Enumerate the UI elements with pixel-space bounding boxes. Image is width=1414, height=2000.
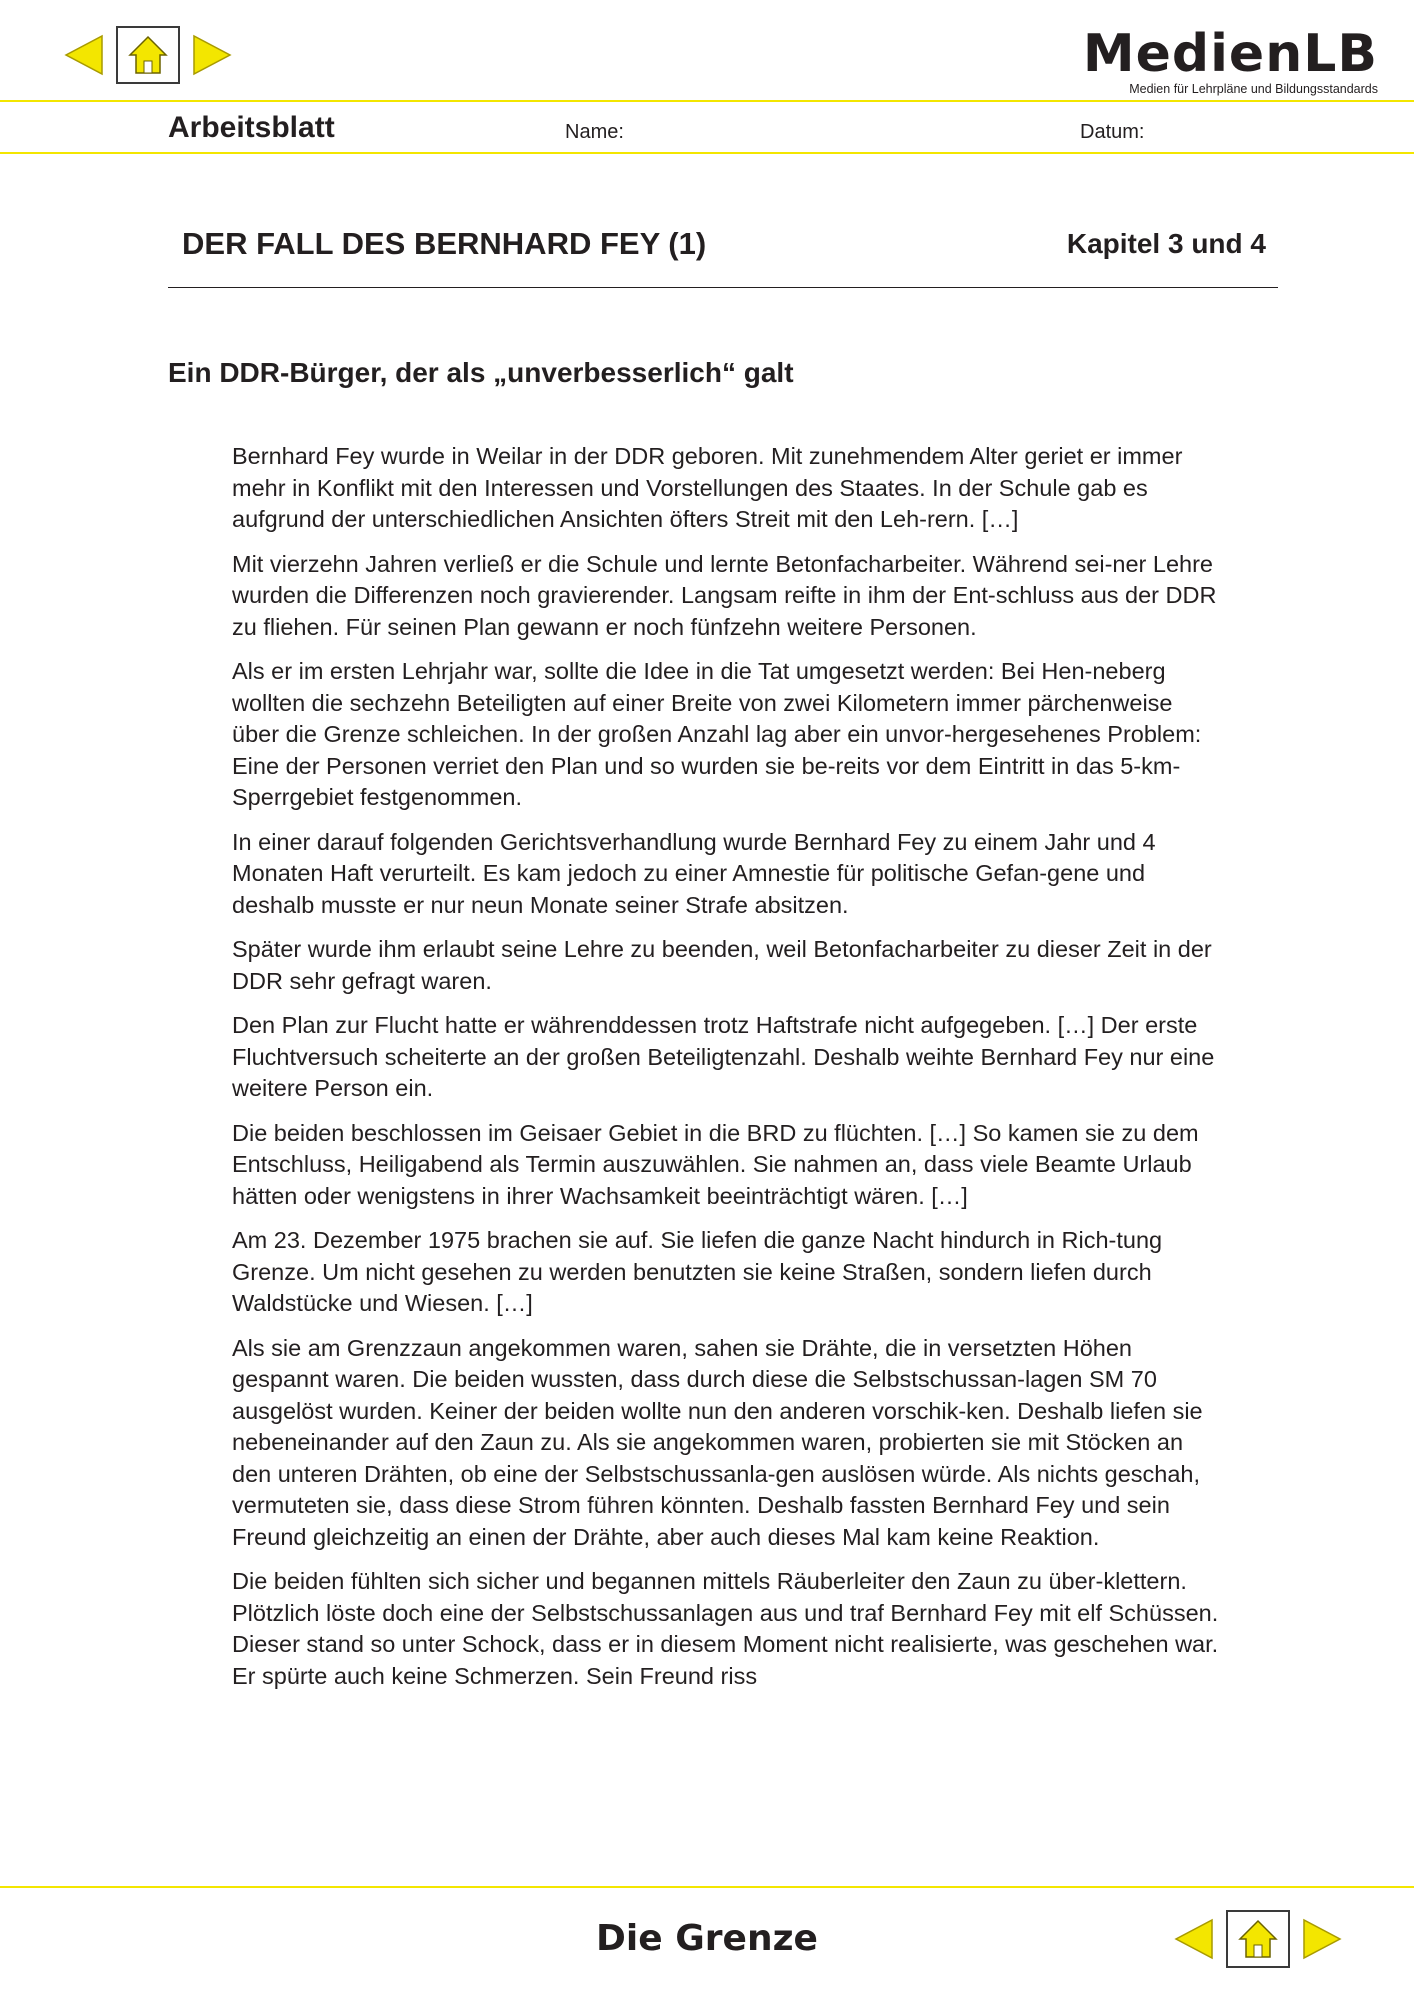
paragraph: Den Plan zur Flucht hatte er währenddessen trotz Haftstrafe nicht aufgegeben. […] Der erste Fluchtversuch scheiterte an der großen Beteiligtenzahl. Deshalb weihte Bernhard Fey nur eine weitere Person ein. [232,1012,1215,1101]
name-field-label: Name: [565,121,624,143]
brand-subtitle: Medien für Lehrpläne und Bildungsstandards [1129,82,1378,96]
brand-logo [1082,24,1378,96]
worksheet-label: Arbeitsblatt [168,111,335,144]
brand-title: MedienLB [1082,24,1378,84]
home-button[interactable] [116,26,180,84]
paragraph: Die beiden beschlossen im Geisaer Gebiet in die BRD zu flüchten. […] So kamen sie zu dem Entschluss, Heiligabend als Termin auszuwählen. Sie nahmen an, dass viele Beamte Urlaub hätten oder wenigstens in ihrer Wachsamkeit beeinträchtigt wären. […] [232,1119,1199,1209]
chapter-label: Kapitel 3 und 4 [1066,228,1266,259]
paragraph: Am 23. Dezember 1975 brachen sie auf. Sie liefen die ganze Nacht hindurch in Rich-tung Grenze. Um nicht gesehen zu werden benutzten sie keine Straßen, sondern liefen durch Waldstücke und Wiesen. […] [232,1227,1163,1316]
paragraph: Die beiden fühlten sich sicher und begannen mittels Räuberleiter den Zaun zu über-klettern. Plötzlich löste doch eine der Selbstschussanlagen aus und traf Bernhard Fey mit elf Schüssen. Dieser stand so unter Schock, dass er in diesem Moment nicht realisierte, was geschehen war. Er spürte auch keine Schmerzen. Sein Freund riss [232,1568,1219,1689]
paragraph: Als sie am Grenzzaun angekommen waren, sahen sie Drähte, die in versetzten Höhen gespannt waren. Die beiden wussten, dass durch diese die Selbstschussan-lagen SM 70 ausgelöst wurden. Keiner der beiden wollte nun den anderen vorschik-ken. Deshalb liefen sie nebeneinander auf den Zaun zu. Als sie angekommen waren, probierten sie mit Stöcken an den unteren Drähten, ob eine der Selbstschussanla-gen auslösen würde. Als nichts geschah, vermuteten sie, dass diese Strom führen könnten. Deshalb fassten Bernhard Fey und sein Freund gleichzeitig an einen der Drähte, aber auch dieses Mal kam keine Reaktion. [232,1334,1203,1550]
home-icon [1236,1917,1280,1961]
bottom-navigation [1172,1910,1344,1968]
document-title: DER FALL DES BERNHARD FEY (1) [182,226,707,261]
footer-divider [0,1886,1414,1888]
paragraph: Als er im ersten Lehrjahr war, sollte die Idee in die Tat umgesetzt werden: Bei Hen-neberg wollten die sechzehn Beteiligten auf einer Breite von zwei Kilometern immer pärchenweise über die Grenze schleichen. In der großen Anzahl lag aber ein unvor-hergesehenes Problem: Eine der Personen verriet den Plan und so wurden sie be-reits vor dem Eintritt in das 5-km-Sperrgebiet festgenommen. [232,658,1202,810]
section-heading: Ein DDR-Bürger, der als „unverbesserlich“ galt [168,357,794,388]
home-icon [126,33,170,77]
paragraph: Später wurde ihm erlaubt seine Lehre zu beenden, weil Betonfacharbeiter zu dieser Zeit in der DDR sehr gefragt waren. [232,936,1212,994]
home-button[interactable] [1226,1910,1290,1968]
paragraph: Mit vierzehn Jahren verließ er die Schule und lernte Betonfacharbeiter. Während sei-ner Lehre wurden die Differenzen noch gravierender. Langsam reifte in ihm der Ent-schluss aus der DDR zu fliehen. Für seinen Plan gewann er noch fünfzehn weitere Personen. [232,550,1217,640]
arrow-left-icon[interactable] [62,32,106,78]
arrow-right-icon[interactable] [1300,1916,1344,1962]
paragraph: In einer darauf folgenden Gerichtsverhandlung wurde Bernhard Fey zu einem Jahr und 4 Monaten Haft verurteilt. Es kam jedoch zu einer Amnestie für politische Gefan-gene und deshalb musste er nur neun Monate seiner Strafe absitzen. [232,828,1156,918]
paragraph: Bernhard Fey wurde in Weilar in der DDR geboren. Mit zunehmendem Alter geriet er immer mehr in Konflikt mit den Interessen und Vorstellungen des Staates. In der Schule gab es aufgrund der unterschiedlichen Ansichten öfters Streit mit den Leh-rern. […] [232,443,1183,532]
arrow-right-icon[interactable] [190,32,234,78]
header-divider-top [0,100,1414,102]
date-field-label: Datum: [1080,121,1145,143]
arrow-left-icon[interactable] [1172,1916,1216,1962]
footer-title: Die Grenze [596,1918,818,1959]
article-body [232,441,1222,1705]
top-navigation [62,26,234,84]
title-divider [168,287,1278,288]
header-divider-bottom [0,152,1414,154]
